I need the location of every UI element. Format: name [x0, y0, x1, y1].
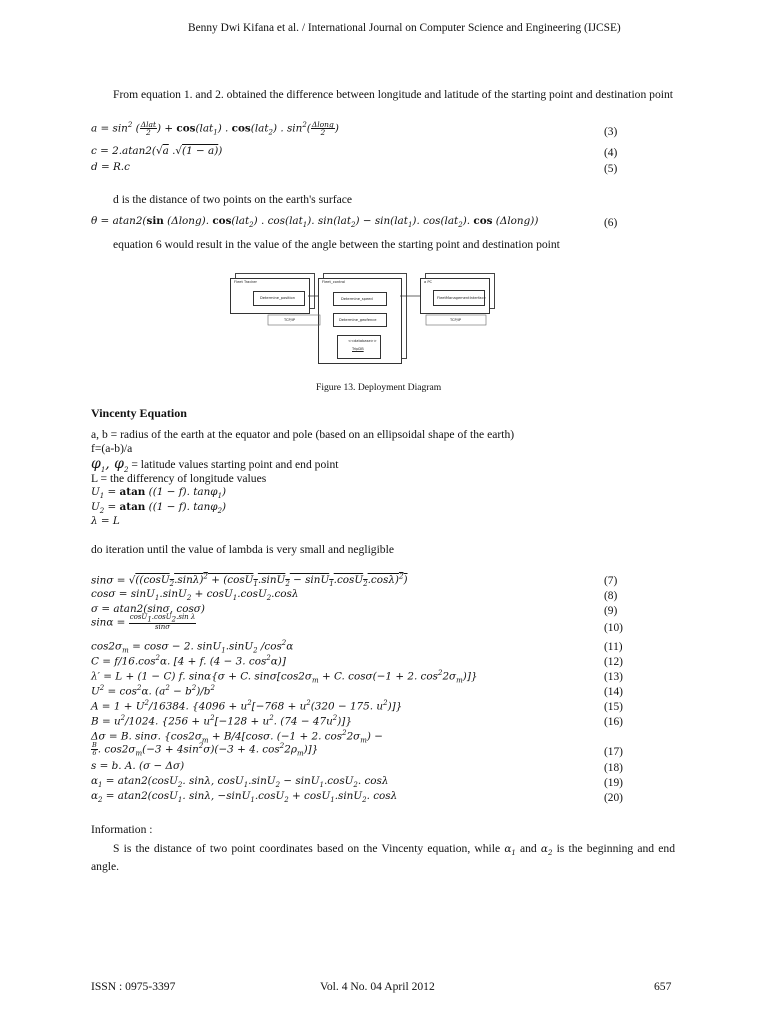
link-label: TCP/IP	[450, 318, 462, 322]
equation-number: (14)	[604, 686, 623, 698]
vincenty-definition-f: f=(a-b)/a	[91, 442, 133, 455]
equation-17-continued: $\frac{B}{6}$ . $\cos 2\sigma_m(-3 + 4\sin^2\sigma)(-3 + 4$. $\cos^22\rho_m$)]}	[92, 741, 319, 758]
link-label: TCP/IP	[284, 318, 296, 322]
figure-caption: Figure 13. Deployment Diagram	[316, 382, 442, 393]
equation-19: $\alpha_1 = atan2(\cos U_2$. sinλ, cosU$_1$.sinU$_2$ − sinU$_1$.cosU$_2$. cosλ	[91, 775, 389, 790]
component-label: FleetManagementInterface	[437, 296, 486, 300]
equation-number: (17)	[604, 746, 623, 758]
node-label: a PC	[424, 280, 433, 284]
equation-number: (10)	[604, 622, 623, 634]
equation-number: (4)	[604, 147, 618, 159]
equation-U1: $U_1 = atan$ ((1 − f). tanφ$_1$)	[91, 486, 227, 501]
equation-number: (7)	[604, 575, 618, 587]
equation-16: $B = u^2/1024$. {$256 + u^2[-128 + u^2$. $(74 - 47u^2)$]}	[91, 714, 352, 728]
footer-volume: Vol. 4 No. 04 April 2012	[320, 980, 435, 993]
connector-lines	[228, 268, 496, 376]
equation-20: $\alpha_2 = atan2(\cos U_1$. sinλ, −sinU$_1$.cosU$_2$ + cosU$_1$.sinU$_2$. cosλ	[91, 790, 398, 805]
equation-15: $A = 1 + U^2/16384$. {$4096 + u^2[-768 + u^2(320 - 175$. $u^2$)]}	[91, 699, 403, 713]
vincenty-definition-ab: a, b = radius of the earth at the equator and pole (based on an ellipsoidal shape of the earth)	[91, 428, 515, 441]
equation-5: d = R.c	[91, 161, 130, 173]
node-label: Fleet_control	[322, 280, 346, 284]
section-heading: Vincenty Equation	[91, 406, 187, 420]
footer-page-number: 657	[654, 980, 672, 993]
equation-number: (9)	[604, 605, 618, 617]
component-label: Determine_geofence	[339, 318, 377, 322]
component-label: Determine_position	[260, 296, 296, 300]
deployment-diagram	[228, 268, 496, 376]
equation-6-description: equation 6 would result in the value of the angle between the starting point and destination point	[113, 238, 560, 251]
equation-U2: $U_2 = atan$ ((1 − f). tanφ$_2$)	[91, 501, 227, 516]
equation-number: (16)	[604, 716, 623, 728]
equation-11: $\cos 2\sigma_m = \cos\sigma - 2$. sinU$_1$.sinU$_2$ $/\cos^2\alpha$	[91, 639, 294, 655]
equation-number: (18)	[604, 762, 623, 774]
phi-description: = latitude values starting point and end point	[131, 458, 339, 471]
node-label: Fleet Tracker	[234, 280, 258, 284]
component-label: Determine_speed	[341, 297, 373, 301]
vincenty-definition-phi: $\varphi_1$, $\varphi_2$ = latitude values starting point and end point	[91, 456, 339, 474]
equation-number: (13)	[604, 671, 623, 683]
equation-6: θ = atan2(sin (Δlong). cos(lat$_2$) . cos(lat$_1$). sin(lat$_2$) − sin(lat$_1$). cos(lat$_2$). cos (Δlong))	[91, 215, 539, 230]
vincenty-definition-L: L = the differency of longitude values	[91, 472, 267, 485]
equation-number: (6)	[604, 217, 618, 229]
running-header: Benny Dwi Kifana et al. / International Journal on Computer Science and Engineering (IJCSE)	[188, 22, 621, 34]
equation-10: sinα = $\frac{\cos U_1.\cos U_2.\sin \lambda}{\sin\sigma}$	[91, 613, 196, 632]
info-paragraph: S is the distance of two point coordinates based on the Vincenty equation, while $\alpha_1$ and $\alpha_2$ is the beginning and end angle.	[91, 842, 675, 874]
equation-number: (5)	[604, 163, 618, 175]
equation-number: (11)	[604, 641, 623, 653]
footer-issn: ISSN : 0975-3397	[91, 980, 176, 993]
info-text-and: and	[519, 842, 537, 855]
equation-12: $C = f/16.\cos^2\alpha$. [4 + f. (4 − 3. $\cos^2\alpha$)]	[91, 654, 286, 668]
equation-number: (19)	[604, 777, 623, 789]
equation-14: $U^2 = \cos^2\alpha$. $(a^2 - b^2)/b^2$	[91, 684, 215, 698]
iteration-note: do iteration until the value of lambda is very small and negligible	[91, 543, 394, 556]
equation-3: $a = \sin^2$ ( $\frac{\text{Δlat}}{2}$ ) + cos(lat$_1$) . cos(lat$_2$) . $\sin^2$( $\frac{\text{Δlong}}{2}$ )	[91, 120, 339, 137]
equation-lambda: λ = L	[91, 515, 120, 527]
equation-4: c = 2.atan2(√a .√(1 − a))	[91, 145, 223, 157]
equation-number: (15)	[604, 701, 623, 713]
info-text-part2: is the beginning and end angle.	[91, 842, 675, 874]
equation-number: (3)	[604, 126, 618, 138]
distance-description: d is the distance of two points on the earth's surface	[113, 193, 353, 206]
equation-7: $\sin\sigma = √((\cos U_2.\sin\lambda)^2 + (\cos U_1.\sin U_2 - \sin U_1.\cos U_2.\cos\lambda)^2)$	[91, 573, 408, 589]
info-text-part1: S is the distance of two point coordinates based on the Vincenty equation, while	[113, 842, 501, 855]
database-stereotype: <<database>>	[348, 339, 377, 343]
database-name: TripDB	[352, 347, 364, 351]
equation-8: cosσ = sinU$_1$.sinU$_2$ + cosU$_1$.cosU$_2$.cosλ	[91, 588, 299, 603]
equation-17: Δσ = B. sinσ. {$\cos 2\sigma_m + B/4[\cos\sigma$. (−1 + 2. $\cos^22\sigma_m$) −	[91, 729, 383, 745]
equation-18: s = b. A. (σ − Δσ)	[91, 760, 185, 772]
equation-number: (12)	[604, 656, 623, 668]
info-heading: Information :	[91, 823, 153, 836]
equation-13: λ′ = L + (1 − C) f. sinα{σ + C. $\sin\sigma[\cos 2\sigma_m + C$. cosσ(−1 + 2. $\cos^22\sigma_m$)]}	[91, 669, 478, 685]
intro-paragraph: From equation 1. and 2. obtained the difference between longitude and latitude of the starting point and destination point	[113, 88, 674, 101]
equation-number: (8)	[604, 590, 618, 602]
equation-number: (20)	[604, 792, 623, 804]
equation-9: σ = atan2(sinσ, cosσ)	[91, 603, 205, 615]
